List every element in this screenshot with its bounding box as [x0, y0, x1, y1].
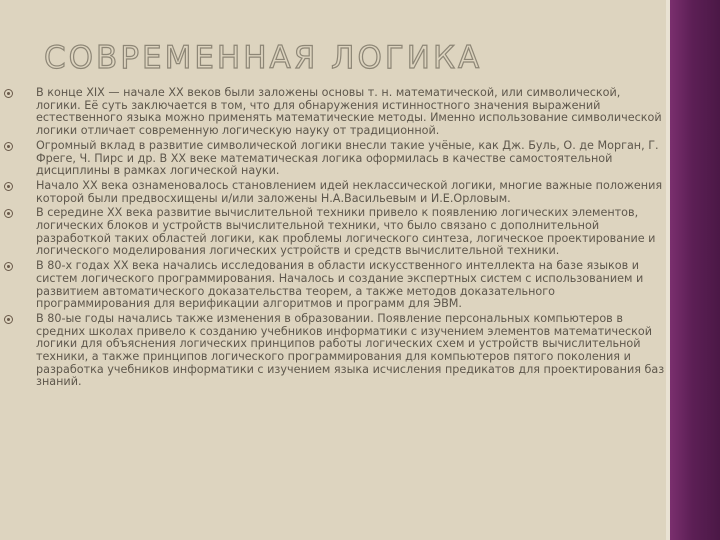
circle-bullet-icon — [4, 89, 13, 98]
bullet-text: В 80-х годах XX века начались исследования в области искусственного интеллекта на базе языков и систем логического программирования. Началось и создание экспертных систем с использованием и развитием автоматического доказательства теорем, а также методов доказательного программирования для верификации алгоритмов и программ для ЭВМ. — [36, 259, 644, 311]
bullet-text: Огромный вклад в развитие символической логики внесли такие учёные, как Дж. Буль, О. де Морган, Г. Фреге, Ч. Пирс и др. В XX веке математическая логика оформилась в качестве самостоятельной дисциплины в рамках логической науки. — [36, 138, 659, 178]
bullet-list — [22, 87, 668, 391]
list-item — [22, 260, 668, 311]
list-item — [22, 140, 668, 178]
circle-bullet-icon — [4, 142, 13, 151]
slide-title: СОВРЕМЕННАЯ ЛОГИКА — [44, 40, 483, 76]
circle-bullet-icon — [4, 315, 13, 324]
circle-bullet-icon — [4, 182, 13, 191]
circle-bullet-icon — [4, 262, 13, 271]
circle-bullet-icon — [4, 209, 13, 218]
decorative-sidebar — [670, 0, 720, 540]
list-item — [22, 207, 668, 258]
bullet-text: В середине XX века развитие вычислительной техники привело к появлению логических элементов, логических блоков и устройств вычислительной техники, что было связано с дополнительной разработкой таких областей логики, как проблемы логического синтеза, логическое проектирование и логического моделирования логических устройств и средств вычислительной техники. — [36, 206, 656, 258]
list-item — [22, 87, 668, 138]
list-item — [22, 180, 668, 205]
bullet-text: В конце XIX — начале XX веков были заложены основы т. н. математической, или символической, логики. Её суть заключается в том, что для обнаружения истинностного значения выражений естественного языка можно применять математические методы. Именно использование символической логики отличает современную логическую науку от традиционной. — [36, 86, 662, 138]
bullet-text: Начало XX века ознаменовалось становлением идей неклассической логики, многие важные положения которой были предвосхищены и/или заложены Н.А.Васильевым и И.Е.Орловым. — [36, 178, 663, 205]
bullet-text: В 80-ые годы начались также изменения в образовании. Появление персональных компьютеров в средних школах привело к созданию учебников информатики с изучением элементов математической логики для объяснения логических принципов работы логических схем и устройств вычислительной техники, а также принципов логического программирования для компьютеров пятого поколения и разработка учебников информатики с изучением языка исчисления предикатов для проектирования баз знаний. — [36, 311, 665, 389]
list-item — [22, 313, 668, 389]
